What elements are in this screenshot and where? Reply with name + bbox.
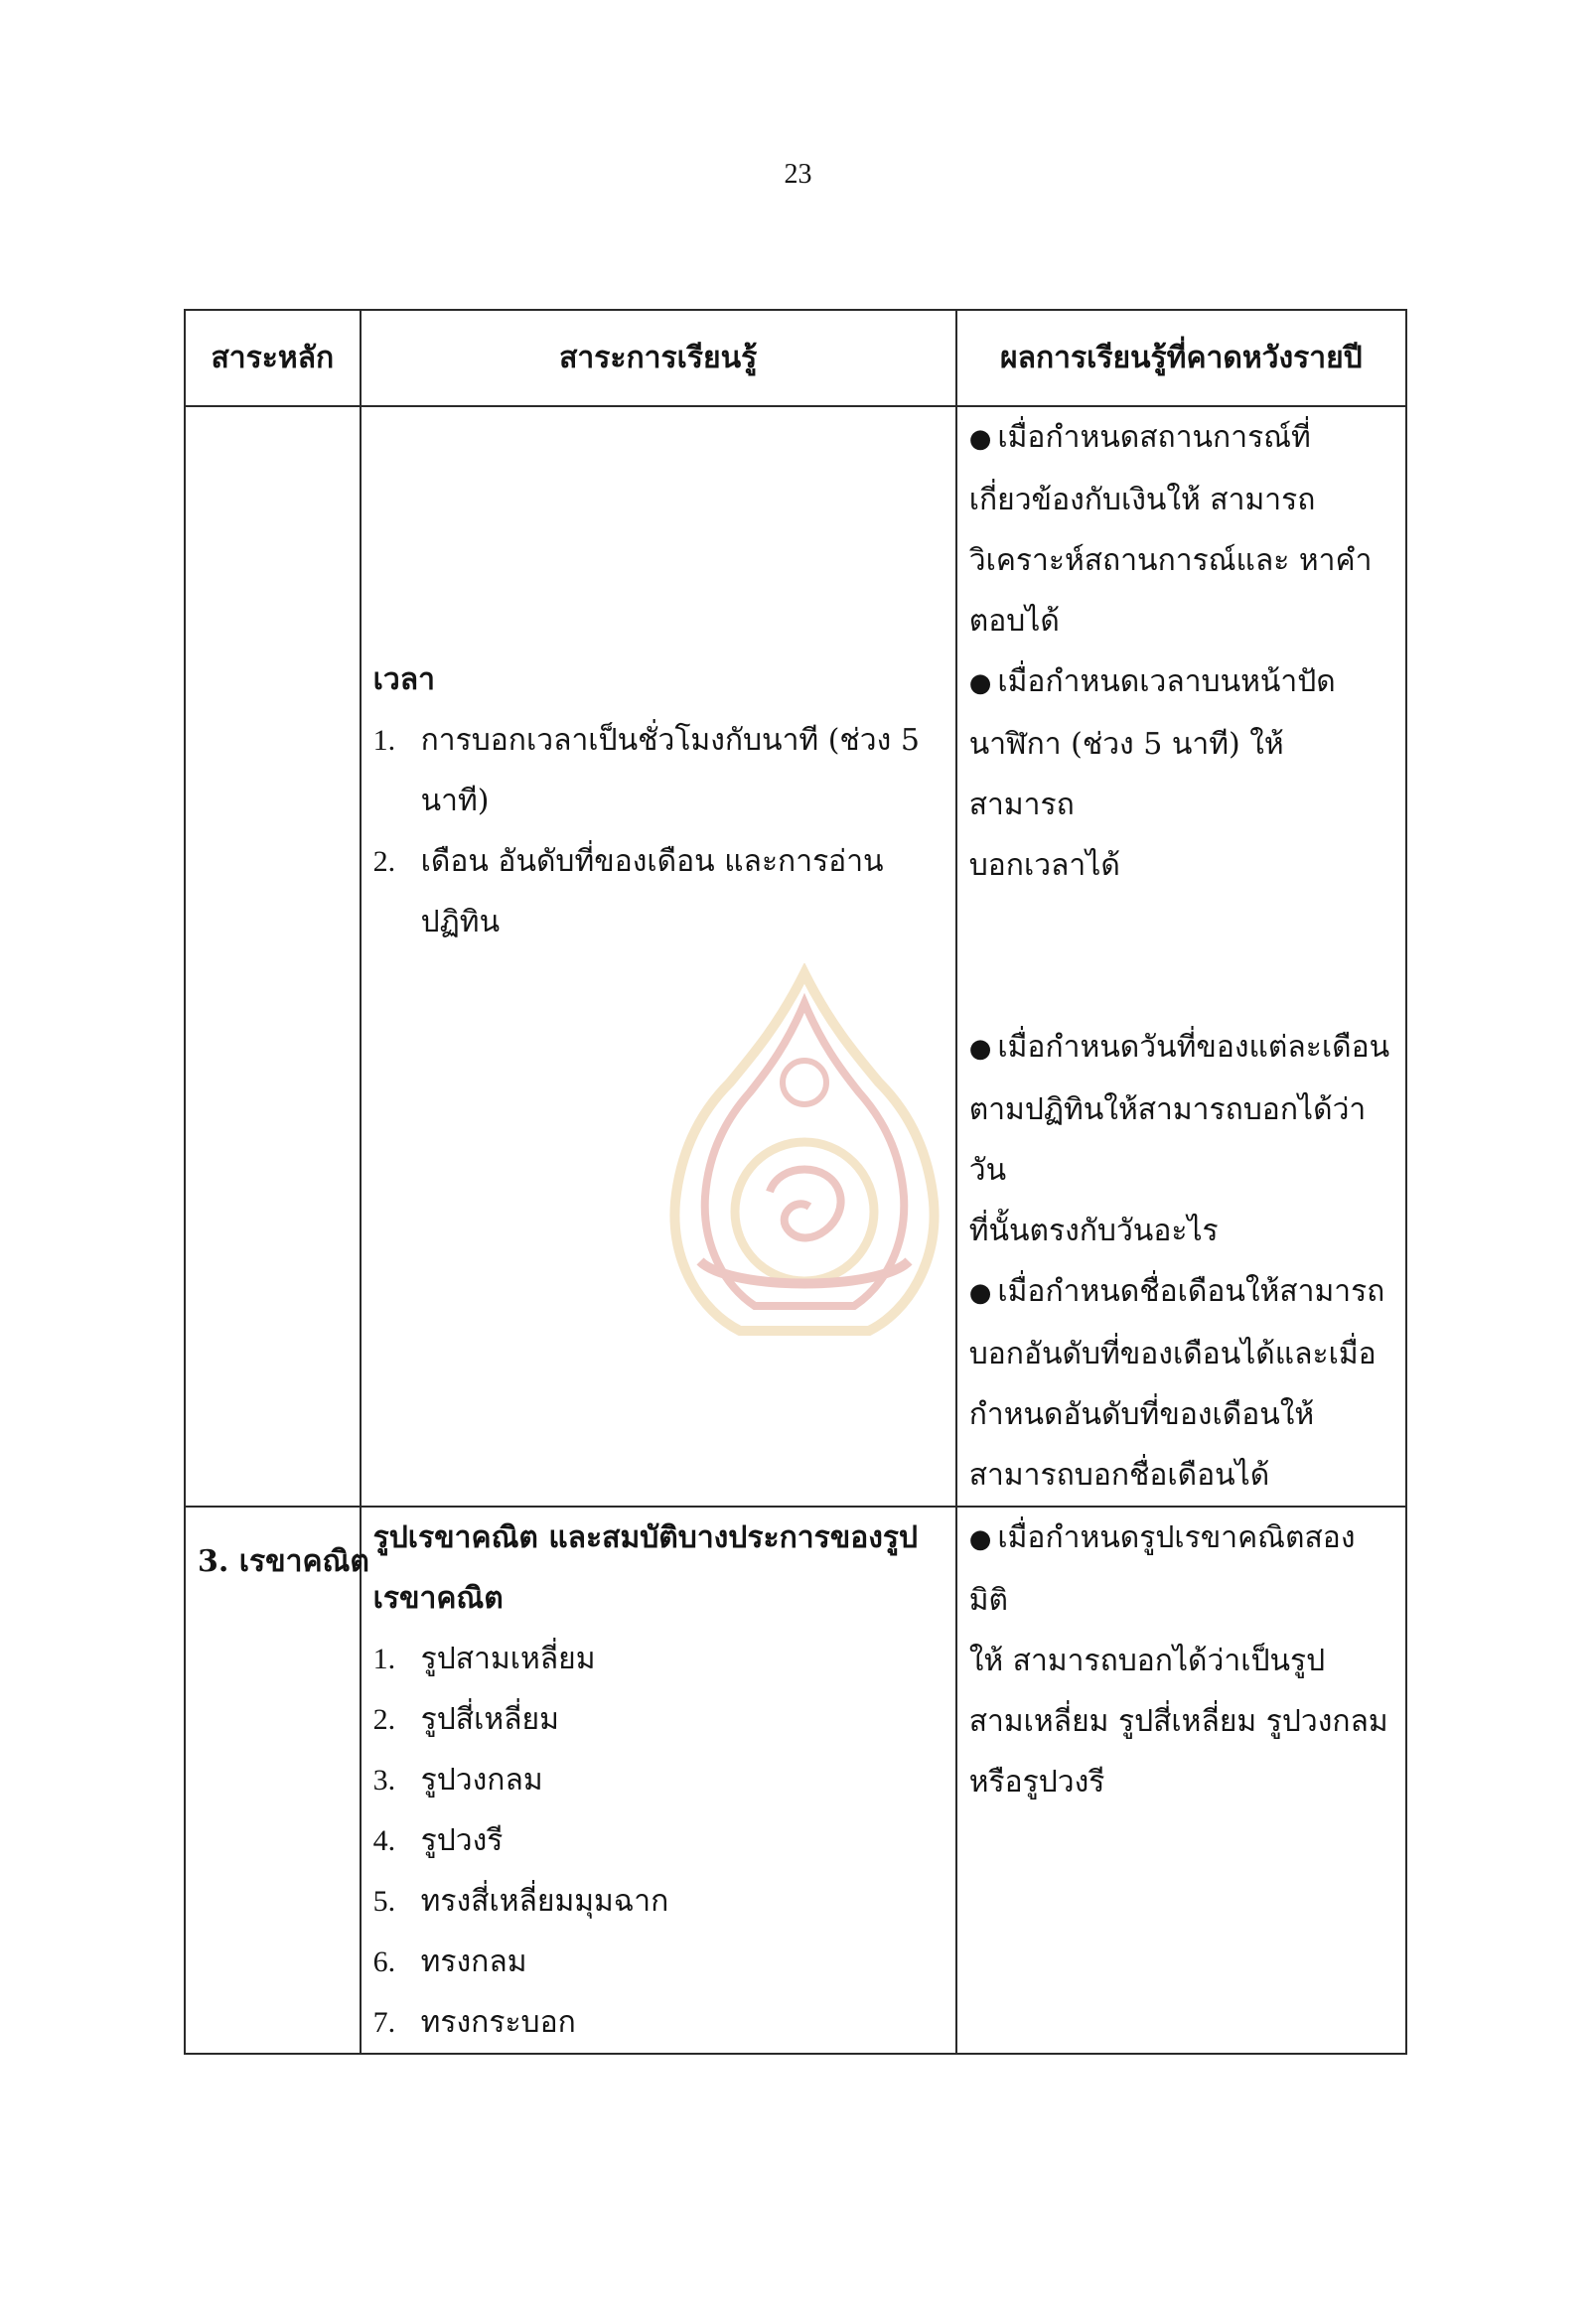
bullet-icon: ● xyxy=(968,424,992,454)
outcome-item xyxy=(969,1261,1393,1506)
content-title-geometry: เรขาคณิต xyxy=(372,1581,504,1616)
item-text: รูปสี่เหลี่ยม xyxy=(420,1702,559,1737)
item-number: 7. xyxy=(372,2006,396,2039)
bullet-icon: ● xyxy=(968,1034,992,1064)
outcome-text: วิเคราะห์สถานการณ์และ หาคำ xyxy=(968,543,1373,578)
item-text: รูปวงรี xyxy=(420,1823,504,1858)
cell-outcome-time xyxy=(956,406,1406,1507)
content-title-time: เวลา xyxy=(372,662,435,697)
item-text: รูปสามเหลี่ยม xyxy=(420,1642,596,1676)
item-number: 2. xyxy=(372,845,396,878)
item-text: การบอกเวลาเป็นชั่วโมงกับนาที (ช่วง 5 xyxy=(420,723,920,758)
bullet-icon: ● xyxy=(968,1278,992,1308)
outcome-text: ให้ สามารถบอกได้ว่าเป็นรูป xyxy=(968,1644,1326,1678)
outcome-text: เมื่อกำหนดชื่อเดือนให้สามารถ xyxy=(997,1274,1385,1309)
item-number: 1. xyxy=(372,1643,396,1675)
outcome-text: กำหนดอันดับที่ของเดือนให้ xyxy=(968,1397,1315,1432)
list-item xyxy=(373,1871,943,1932)
item-number: 2. xyxy=(372,1703,396,1736)
list-item xyxy=(373,1992,943,2053)
item-text: ทรงสี่เหลี่ยมมุมฉาก xyxy=(420,1884,669,1919)
outcome-text: ที่นั้นตรงกับวันอะไร xyxy=(968,1214,1219,1248)
page-number: 23 xyxy=(784,159,812,190)
outcome-text: ตอบได้ xyxy=(968,604,1060,639)
cell-core-time xyxy=(185,406,361,1507)
header-core: สาระหลัก xyxy=(185,310,361,406)
item-text: รูปวงกลม xyxy=(420,1763,543,1798)
cell-core-geometry xyxy=(185,1507,369,2054)
outcome-text: หรือรูปวงรี xyxy=(968,1765,1105,1799)
content-title-geometry: รูปเรขาคณิต และสมบัติบางประการของรูป xyxy=(372,1520,919,1555)
outcome-item xyxy=(969,651,1393,896)
item-text: นาที) xyxy=(420,784,490,818)
header-outcome: ผลการเรียนรู้ที่คาดหวังรายปี xyxy=(956,310,1406,406)
outcome-item xyxy=(969,407,1393,651)
curriculum-table xyxy=(184,309,1407,2055)
item-number: 4. xyxy=(372,1824,396,1857)
list-item xyxy=(373,1689,943,1750)
bullet-icon: ● xyxy=(968,668,992,698)
outcome-text: เมื่อกำหนดวันที่ของแต่ละเดือน xyxy=(997,1030,1390,1065)
outcome-text: บอกเวลาได้ xyxy=(968,848,1120,883)
table-row-geometry xyxy=(185,1507,1406,2054)
list-item xyxy=(373,1750,943,1810)
item-number: 1. xyxy=(372,724,396,757)
outcome-text: สามเหลี่ยม รูปสี่เหลี่ยม รูปวงกลม xyxy=(968,1704,1388,1739)
outcome-text: เมื่อกำหนดรูปเรขาคณิตสองมิติ xyxy=(968,1520,1356,1618)
item-number: 6. xyxy=(372,1945,396,1978)
list-item xyxy=(373,710,943,831)
core-label: 3. เรขาคณิต xyxy=(198,1544,369,1579)
list-item xyxy=(373,831,943,952)
outcome-text: นาฬิกา (ช่วง 5 นาที) ให้ สามารถ xyxy=(968,727,1284,822)
list-item xyxy=(373,1932,943,1992)
outcome-item xyxy=(969,1017,1393,1261)
item-number: 3. xyxy=(372,1764,396,1797)
outcome-item xyxy=(969,1508,1393,1812)
table-row-time xyxy=(185,406,1406,1507)
item-text: ปฏิทิน xyxy=(420,905,501,939)
outcome-text: สามารถบอกชื่อเดือนได้ xyxy=(968,1458,1270,1493)
cell-content-time xyxy=(361,406,956,1507)
list-item xyxy=(373,1629,943,1689)
outcome-text: เกี่ยวข้องกับเงินให้ สามารถ xyxy=(968,483,1316,517)
list-item xyxy=(373,1810,943,1871)
item-text: ทรงกระบอก xyxy=(420,2005,576,2040)
outcome-text: เมื่อกำหนดเวลาบนหน้าปัด xyxy=(997,664,1336,699)
item-number: 5. xyxy=(372,1885,396,1918)
table-header-row xyxy=(185,310,1406,406)
item-text: เดือน อันดับที่ของเดือน และการอ่าน xyxy=(420,844,884,879)
outcome-text: บอกอันดับที่ของเดือนได้และเมื่อ xyxy=(968,1337,1377,1371)
cell-content-geometry xyxy=(361,1507,956,2054)
outcome-text: ตามปฏิทินให้สามารถบอกได้ว่าวัน xyxy=(968,1092,1367,1188)
header-content: สาระการเรียนรู้ xyxy=(361,310,956,406)
outcome-text: เมื่อกำหนดสถานการณ์ที่ xyxy=(997,420,1311,455)
item-text: ทรงกลม xyxy=(420,1944,527,1979)
cell-outcome-geometry xyxy=(956,1507,1406,2054)
bullet-icon: ● xyxy=(968,1524,992,1554)
